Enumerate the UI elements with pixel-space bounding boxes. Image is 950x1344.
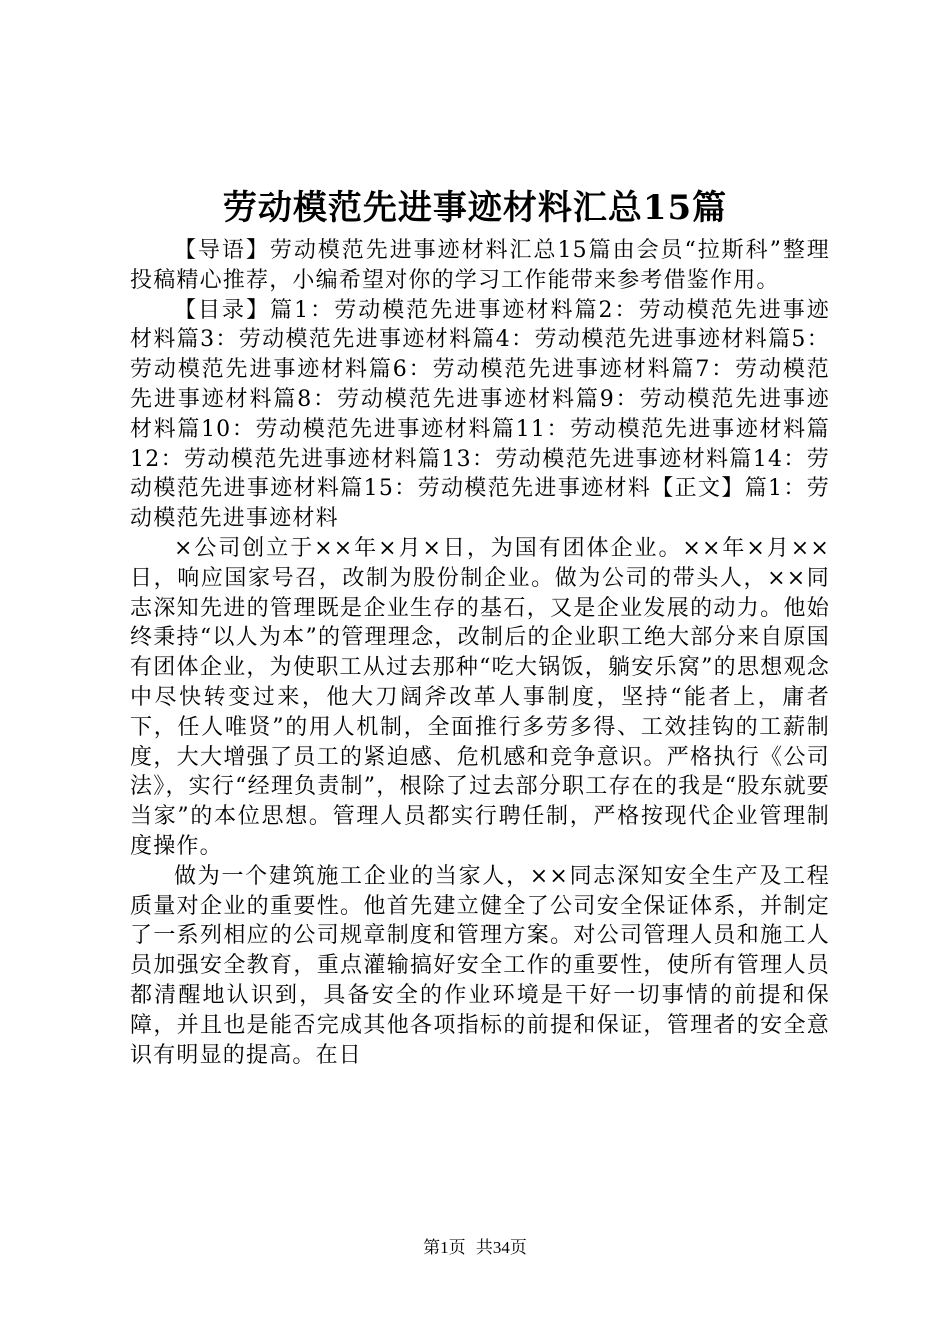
body-paragraph: ×公司创立于××年×月×日，为国有团体企业。××年×月××日，响应国家号召，改制为股份制企业。做为公司的带头人，××同志深知先进的管理既是企业生存的基石，又是企业发展的动力。他始终秉持“以人为本”的管理理念，改制后的企业职工绝大部分来自原国有团体企业，为使职工从过去那种“吃大锅饭，躺安乐窝”的思想观念中尽快转变过来，他大刀阔斧改革人事制度，坚持“能者上，庸者下，任人唯贤”的用人机制，全面推行多劳多得、工效挂钩的工薪制度，大大增强了员工的紧迫感、危机感和竞争意识。严格执行《公司法》，实行“经理负责制”，根除了过去部分职工存在的我是“股东就要当家”的本位思想。管理人员都实行聘任制，严格按现代企业管理制度操作。 xyxy=(130,535,830,859)
document-body xyxy=(130,236,830,1070)
page-total: 共34页 xyxy=(475,1238,527,1257)
body-paragraph: 做为一个建筑施工企业的当家人，××同志深知安全生产及工程质量对企业的重要性。他首先建立健全了公司安全保证体系，并制定了一系列相应的公司规章制度和管理方案。对公司管理人员和施工人员加强安全教育，重点灌输搞好安全工作的重要性，使所有管理人员都清醒地认识到，具备安全的作业环境是干好一切事情的前提和保障，并且也是能否完成其他各项指标的前提和保证，管理者的安全意识有明显的提高。在日 xyxy=(130,863,830,1068)
table-of-contents-paragraph: 【目录】篇1：劳动模范先进事迹材料篇2：劳动模范先进事迹材料篇3：劳动模范先进事迹材料篇4：劳动模范先进事迹材料篇5：劳动模范先进事迹材料篇6：劳动模范先进事迹材料篇7：劳动模范先进事迹材料篇8：劳动模范先进事迹材料篇9：劳动模范先进事迹材料篇10：劳动模范先进事迹材料篇11：劳动模范先进事迹材料篇12：劳动模范先进事迹材料篇13：劳动模范先进事迹材料篇14：劳动模范先进事迹材料篇15：劳动模范先进事迹材料【正文】篇1：劳动模范先进事迹材料 xyxy=(130,297,830,532)
document-title: 劳动模范先进事迹材料汇总15篇 xyxy=(222,188,728,228)
page-footer xyxy=(0,1236,950,1260)
intro-paragraph: 【导语】劳动模范先进事迹材料汇总15篇由会员“拉斯科”整理投稿精心推荐，小编希望对你的学习工作能带来参考借鉴作用。 xyxy=(130,238,830,293)
page-number: 第1页 xyxy=(423,1238,466,1257)
